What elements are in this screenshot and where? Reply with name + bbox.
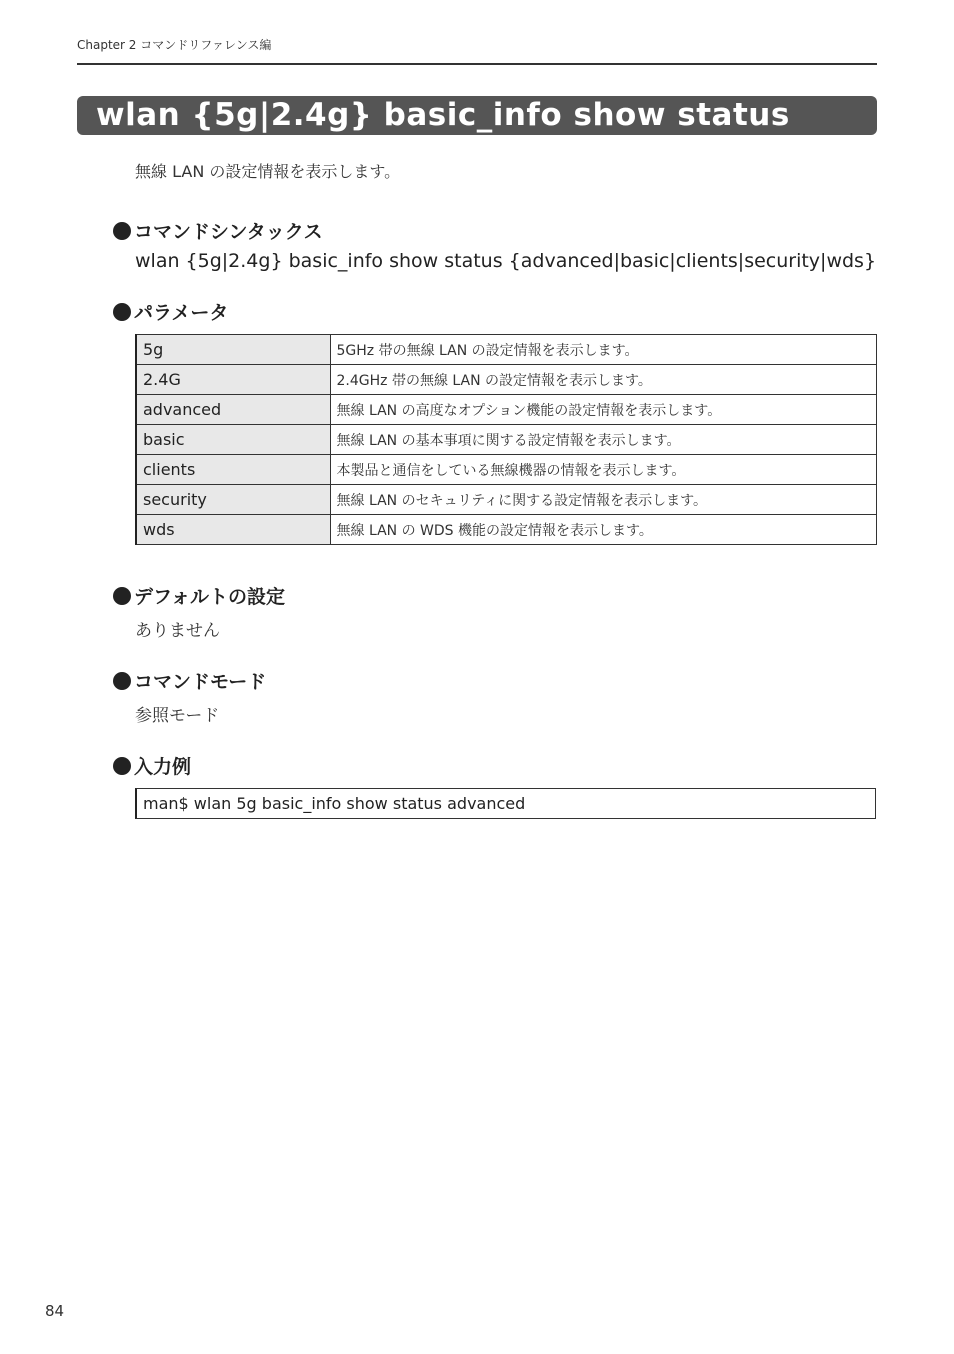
mode-heading-label: コマンドモード — [134, 671, 267, 693]
param-name: advanced — [136, 395, 330, 425]
param-description: 無線 LAN の基本事項に関する設定情報を表示します。 — [330, 425, 877, 455]
table-row — [136, 395, 877, 425]
command-description: 無線 LAN の設定情報を表示します。 — [135, 162, 401, 181]
param-description: 無線 LAN の WDS 機能の設定情報を表示します。 — [330, 515, 877, 545]
example-heading-label: 入力例 — [134, 756, 192, 778]
param-name: wds — [136, 515, 330, 545]
parameters-heading-label: パラメータ — [134, 302, 229, 324]
table-row — [136, 335, 877, 365]
example-heading — [113, 752, 191, 779]
mode-text: 参照モード — [135, 706, 220, 726]
param-description: 5GHz 帯の無線 LAN の設定情報を表示します。 — [330, 335, 877, 365]
param-name: basic — [136, 425, 330, 455]
parameters-table — [135, 334, 877, 545]
page-number: 84 — [45, 1302, 65, 1320]
param-name: 5g — [136, 335, 330, 365]
table-row — [136, 485, 877, 515]
table-row — [136, 455, 877, 485]
param-description: 無線 LAN の高度なオプション機能の設定情報を表示します。 — [330, 395, 877, 425]
param-name: security — [136, 485, 330, 515]
bullet-icon — [113, 757, 131, 775]
param-description: 本製品と通信をしている無線機器の情報を表示します。 — [330, 455, 877, 485]
running-header: Chapter 2 コマンドリファレンス編 — [77, 38, 272, 52]
page-title: wlan {5g|2.4g} basic_info show status — [96, 97, 790, 133]
param-description: 無線 LAN のセキュリティに関する設定情報を表示します。 — [330, 485, 877, 515]
title-bar — [77, 96, 877, 135]
syntax-heading — [113, 217, 323, 244]
default-text: ありません — [135, 621, 220, 641]
syntax-heading-label: コマンドシンタックス — [134, 221, 323, 243]
param-name: 2.4G — [136, 365, 330, 395]
table-row — [136, 365, 877, 395]
bullet-icon — [113, 672, 131, 690]
example-box: man$ wlan 5g basic_info show status advanced — [135, 788, 876, 819]
mode-heading — [113, 667, 266, 694]
param-name: clients — [136, 455, 330, 485]
default-heading — [113, 582, 285, 609]
table-row — [136, 515, 877, 545]
param-description: 2.4GHz 帯の無線 LAN の設定情報を表示します。 — [330, 365, 877, 395]
bullet-icon — [113, 303, 131, 321]
table-row — [136, 425, 877, 455]
bullet-icon — [113, 587, 131, 605]
bullet-icon — [113, 222, 131, 240]
default-heading-label: デフォルトの設定 — [134, 586, 286, 608]
syntax-text: wlan {5g|2.4g} basic_info show status {advanced|basic|clients|security|wds} — [135, 250, 877, 272]
parameters-heading — [113, 298, 228, 325]
header-rule — [77, 63, 877, 65]
